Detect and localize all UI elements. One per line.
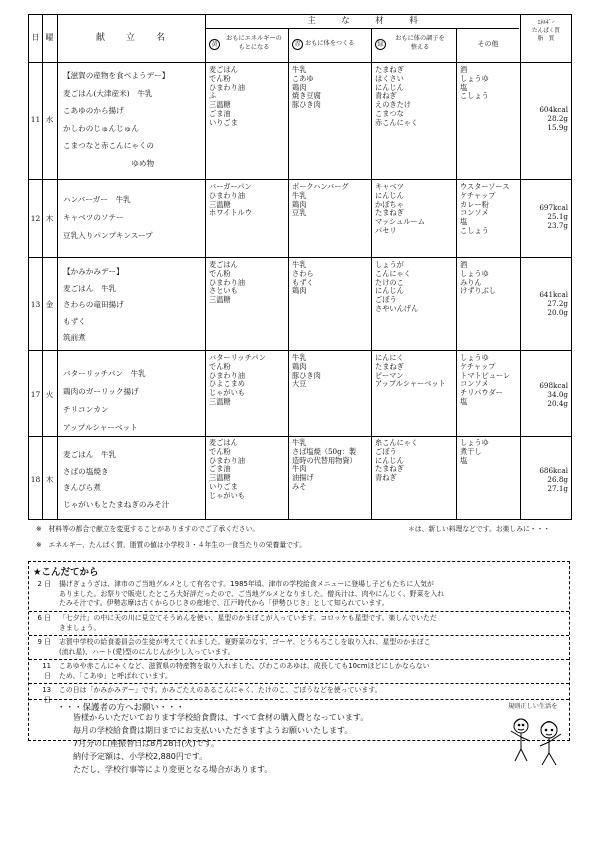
row-energy: 641kcal bbox=[539, 290, 568, 299]
kondate-text: この日は「かみかみデー」です。かみごたえのあるこんにゃく、たけのこ、ごぼうなどを使っています。 bbox=[59, 686, 382, 694]
row-day: 18 bbox=[30, 475, 41, 484]
kondate-day: 2 日 bbox=[37, 580, 51, 588]
notice-line: 7月分の口座振替日は8月28日(火)です。 bbox=[73, 739, 219, 748]
row-day: 17 bbox=[30, 390, 41, 399]
row-energy: 698kcal bbox=[539, 381, 568, 390]
kondate-day: 11 日 bbox=[42, 662, 51, 680]
menu-table bbox=[28, 14, 572, 520]
row-dow: 木 bbox=[45, 214, 54, 223]
kondate-day: 9 日 bbox=[37, 638, 51, 646]
header-nutrition: ｴﾈﾙｷﾞｰ たんぱく質 脂 質 bbox=[532, 20, 560, 42]
header-red-group bbox=[292, 32, 370, 60]
red-group-mark: 赤 bbox=[292, 39, 303, 50]
row-energy: 604kcal bbox=[539, 105, 568, 114]
notice-line: 皆様からいただいております学校給食費は、すべて食材の購入費となっています。 bbox=[73, 713, 369, 722]
green-group-label: おもに体の調子を 整える bbox=[395, 35, 445, 51]
row-green: にんにく たまねぎ ピーマン アップルシャーベット bbox=[375, 353, 446, 389]
row-other: ウスターソース ケチャップ カレー粉 コンソメ 塩 こしょう bbox=[460, 182, 510, 235]
kondate-text: 「七夕汁」の中に天の川に見立てそうめんを使い、星型のかまぼこが入っています。コロッケも星型です。楽しんでいただ きましょう。 bbox=[59, 614, 437, 632]
row-dishes: 【かみかみデー】 麦ごはん 牛乳 さわらの竜田揚げ もずく 筑前煮 bbox=[63, 267, 124, 342]
row-yellow: バーガーパン ひまわり油 三温糖 ホワイトルウ bbox=[209, 182, 252, 218]
row-dishes: バターリッチパン 牛乳 鶏肉のガーリック揚げ チリコンカン アップルシャーベット bbox=[63, 369, 146, 432]
kondate-day: 13 日 bbox=[42, 686, 51, 704]
row-green: キャベツ にんじん かぼちゃ たまねぎ マッシュルーム パセリ bbox=[375, 182, 425, 235]
illustration-caption: 規則正しい生活を bbox=[508, 703, 558, 710]
row-fat: 20.4g bbox=[547, 399, 568, 408]
row-day: 12 bbox=[30, 214, 41, 223]
row-energy: 697kcal bbox=[539, 203, 568, 212]
header-other: その他 bbox=[477, 40, 499, 48]
row-red: 牛乳 さわら もずく 鶏肉 bbox=[292, 260, 314, 296]
row-dishes: 【滋賀の産物を食べようデー】 麦ごはん(大津産米) 牛乳 こあゆのから揚げ かしわのじゅんじゅん こまつなと赤こんにゃくの ゆめ物 bbox=[63, 71, 170, 168]
row-red: 牛乳 鶏肉 豚ひき肉 大豆 bbox=[292, 353, 321, 389]
kondate-title: ★こんだてから bbox=[33, 567, 99, 578]
notice-title: ・・・保護者の方へお願い・・・ bbox=[57, 703, 185, 713]
row-yellow: 麦ごはん でん粉 ひまわり油 ごま油 三温糖 いりごま じゃがいも bbox=[209, 438, 245, 500]
note-menu-change: ※ 材料等の都合で献立を変更することがありますのでご了承ください。 bbox=[36, 525, 260, 533]
kondate-entry bbox=[29, 580, 569, 610]
kondate-text: 志賀中学校の給食委員会の生徒が考えてくれました。夏野菜のなす、ゴーヤ、とうもろこしを取り入れ、星型のかまぼこ (流れ星)、ハート(愛)型のにんじんが少し入っています。 bbox=[59, 638, 431, 656]
kondate-entry bbox=[29, 614, 569, 634]
yellow-group-label: おもにエネルギーの もとになる bbox=[226, 35, 282, 51]
row-red: ポークハンバーグ 牛乳 鶏肉 豆乳 bbox=[292, 182, 349, 218]
row-dishes: 麦ごはん 牛乳 さばの塩焼き きんぴら煮 じゃがいもとたまねぎのみそ汁 bbox=[63, 450, 170, 509]
notice-line: 毎月の学校給食費は期日までにお支払いいただきますようお願いいたします。 bbox=[73, 726, 353, 735]
row-yellow: 麦ごはん でん粉 ひまわり油 さといも 三温糖 bbox=[209, 260, 245, 305]
kondate-entry bbox=[29, 638, 569, 658]
row-dow: 木 bbox=[45, 475, 54, 484]
yellow-group-mark: 黄 bbox=[209, 39, 220, 50]
row-yellow: バターリッチパン でん粉 ひまわり油 ひよこまめ じゃがいも 三温糖 bbox=[209, 353, 266, 406]
header-main-ingredients: 主 な 材 料 bbox=[307, 16, 418, 26]
header-yellow-group bbox=[209, 32, 287, 60]
row-dishes: ハンバーガー 牛乳 キャベツのソテー 豆乳入りパンプキンスープ bbox=[63, 195, 153, 240]
row-dow: 水 bbox=[45, 115, 54, 124]
row-green: しょうが こんにゃく たけのこ にんじん ごぼう さやいんげん bbox=[375, 260, 419, 313]
row-fat: 20.0g bbox=[547, 308, 568, 317]
row-protein: 26.8g bbox=[547, 475, 568, 484]
row-other: しょうゆ ケチャップ トマトピューレ コンソメ チリパウダー 塩 bbox=[460, 353, 511, 406]
row-other: しょうゆ 煮干し 塩 bbox=[460, 438, 489, 465]
note-nutrition: ※ エネルギー、たんぱく質、脂質の値は小学校３・４年生の一食当たりの栄養量です。 bbox=[36, 541, 306, 549]
kondate-day: 6 日 bbox=[37, 614, 51, 622]
kondate-text: 揚げぎょうざは、津市のご当地グルメとして有名です。1985年頃、津市の学校給食メニューに登場し子どもたちに人気が ありました。お祭りで販売したところ大好評だったので、ご当地グルメとなりました。僧兵汁は、肉やにんじく、野菜を入れ たみそ汁です。伊勢志摩は古くからひじきの産地で、江戸時代から「伊勢ひじき」として知られています。 bbox=[59, 580, 445, 607]
row-protein: 27.2g bbox=[547, 299, 568, 308]
kondate-text: こあゆや赤こんにゃくなど、滋賀県の特産物を取り入れました。びわこのあゆは、成長しても10cmほどにしかならない ため、「こあゆ」と呼ばれています。 bbox=[59, 662, 430, 680]
row-red: 牛乳 さば塩焼（50g：製 造時の代替用物資） 牛肉 油揚げ みそ bbox=[292, 438, 357, 491]
header-day: 日 bbox=[31, 33, 40, 42]
row-fat: 23.7g bbox=[547, 221, 568, 230]
row-fat: 15.9g bbox=[547, 123, 568, 132]
notice-line: 納付予定額は、小学校2,880円です。 bbox=[73, 752, 208, 761]
row-other: 酒 しょうゆ 塩 こしょう bbox=[460, 65, 489, 101]
row-yellow: 麦ごはん でん粉 ひまわり油 ふ 三温糖 ごま油 いりごま bbox=[209, 65, 245, 127]
note-new-dish: ＊は、新しい料理などです。お楽しみに・・・ bbox=[408, 525, 551, 533]
notice-line: ただし、学校行事等により変更となる場合があります。 bbox=[73, 765, 273, 774]
kondate-entry bbox=[29, 686, 569, 704]
header-dow: 曜 bbox=[45, 33, 54, 42]
green-group-mark: 緑 bbox=[375, 39, 386, 50]
header-green-group bbox=[375, 32, 455, 60]
row-dow: 火 bbox=[45, 390, 54, 399]
row-protein: 34.0g bbox=[547, 390, 568, 399]
row-dow: 金 bbox=[45, 300, 54, 309]
row-other: 酒 しょうゆ みりん けずりぶし bbox=[460, 260, 496, 296]
row-protein: 28.2g bbox=[547, 114, 568, 123]
row-fat: 27.1g bbox=[547, 484, 568, 493]
row-green: 糸こんにゃく ごぼう にんじん たまねぎ 青ねぎ bbox=[375, 438, 418, 483]
header-menu-name: 献 立 名 bbox=[95, 33, 166, 43]
red-group-label: おもに体をつくる bbox=[305, 40, 355, 47]
kondate-entry bbox=[29, 662, 569, 682]
row-protein: 25.1g bbox=[547, 212, 568, 221]
row-day: 11 bbox=[30, 115, 41, 124]
children-illustration bbox=[505, 712, 571, 772]
row-red: 牛乳 こあゆ 鶏肉 焼き豆腐 豚ひき肉 bbox=[292, 65, 321, 110]
row-green: たまねぎ はくさい にんじん 青ねぎ えのきたけ こまつな 赤こんにゃく bbox=[375, 65, 418, 127]
row-energy: 686kcal bbox=[539, 466, 568, 475]
row-day: 13 bbox=[30, 300, 41, 309]
